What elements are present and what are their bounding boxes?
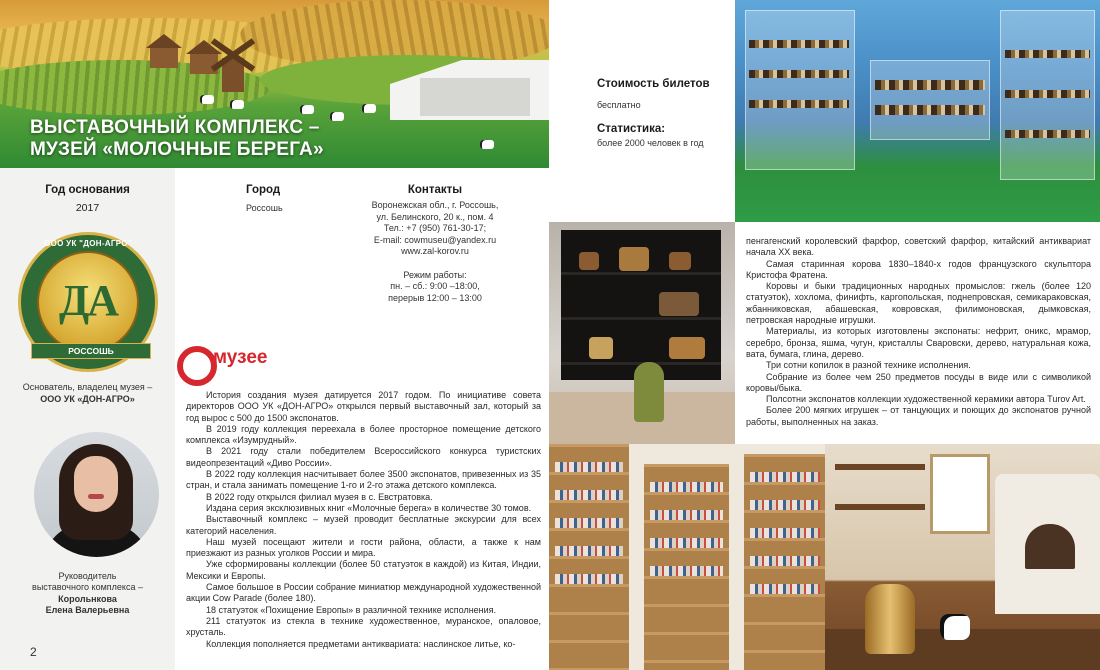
stats-value: более 2000 человек в год <box>597 138 704 148</box>
founded-value: 2017 <box>75 202 100 214</box>
hero-title-line1: ВЫСТАВОЧНЫЙ КОМПЛЕКС – <box>30 117 320 138</box>
director-caption-line1: Руководитель <box>58 571 117 581</box>
hours-line-1: пн. – сб.: 9:00 –18:00, <box>390 281 480 291</box>
wooden-shelves-photo <box>549 444 825 670</box>
director-caption-line2: выставочного комплекса – <box>32 582 143 593</box>
company-logo <box>18 232 158 372</box>
city-value: Россошь <box>246 203 283 213</box>
page-number: 2 <box>30 645 37 659</box>
history-paragraph: 18 статуэток «Похищение Европы» в различной технике исполнения. <box>206 604 497 615</box>
founder-caption-line1: Основатель, владелец музея – <box>22 382 153 392</box>
logo-letters: ДА <box>58 276 118 325</box>
director-portrait <box>34 432 159 557</box>
collection-paragraph: Три сотни копилок в разной технике исполнения. <box>766 360 971 371</box>
director-name-line1: Корольнкова <box>58 593 117 604</box>
history-paragraph: В 2021 году стали победителем Всероссийского конкурса туристских видеопрезентаций «Диво России». <box>186 446 541 468</box>
collection-paragraph: Более 200 мягких игрушек – от танцующих и поющих до экспонатов ручной работы, выполненных на заказ. <box>746 405 1091 427</box>
village-kitchen-photo <box>825 444 1100 670</box>
contacts-website[interactable]: www.zal-korov.ru <box>401 246 469 256</box>
collection-paragraph: Материалы, из которых изготовлены экспонаты: нефрит, оникс, мрамор, серебро, бронза, яшма, чугун, кристаллы Сваровски, дерево, натуральная кожа, вата, бумага, глина, дерево. <box>746 326 1091 359</box>
museum-history-text <box>186 390 541 650</box>
logo-ribbon: РОССОШЬ <box>31 343 151 359</box>
hero-title <box>30 117 324 161</box>
history-paragraph: 211 статуэток из стекла в технике художественное, муранское, опаловое, хрусталь. <box>186 615 541 638</box>
exhibition-hall-photo <box>735 0 1100 222</box>
history-paragraph: Выставочный комплекс – музей проводит бесплатные экскурсии для всех категорий населения. <box>186 514 541 536</box>
collection-paragraph: Самая старинная корова 1830–1840-х годов французского скульптора Кристофа Фратена. <box>746 258 1091 280</box>
hours-line-2: перерыв 12:00 – 13:00 <box>388 292 482 303</box>
founder-name: ООО УК «ДОН-АГРО» <box>40 393 135 404</box>
contacts-address-2: ул. Белинского, 20 к., пом. 4 <box>376 211 494 222</box>
hero-title-line2: МУЗЕЙ «МОЛОЧНЫЕ БЕРЕГА» <box>30 139 324 160</box>
history-paragraph: Наш музей посещают жители и гости района, области, а также к нам приезжают из разных уголков России и мира. <box>186 536 541 559</box>
director-name-line2: Елена Валерьевна <box>45 604 130 615</box>
contacts-block <box>355 200 515 304</box>
contacts-phone: Тел.: +7 (950) 761-30-17; <box>383 223 487 233</box>
history-paragraph: История создания музея датируется 2017 годом. По инициативе совета директоров ООО УК «ДОН-АГРО» открылся первый выставочный зал, который за год вырос с 500 до 1500 экспонатов. <box>186 390 541 423</box>
city-label: Город <box>246 184 281 196</box>
history-paragraph: Самое большое в России собрание миниатюр международной художественной акции Cow Parade (более 180). <box>186 582 541 604</box>
contacts-email[interactable]: E-mail: cowmuseu@yandex.ru <box>373 234 497 245</box>
history-paragraph: Издана серия эксклюзивных книг «Молочные берега» в количестве 30 томов. <box>206 502 532 513</box>
logo-top-text: ООО УК "ДОН-АГРО" <box>44 239 132 248</box>
founder-caption <box>0 382 175 405</box>
stats-label: Статистика: <box>597 123 666 135</box>
history-paragraph: Коллекция пополняется предметами антиквариата: наслинское литье, ко- <box>206 638 516 649</box>
collection-paragraph: Коровы и быки традиционных народных промыслов: гжель (более 120 статуэток), хохлома, финифть, каргопольская, поднепровская, семикараковская, жбанниковская, абашевская, ковровская, филимоновская, дымковская, петровская народные игрушки. <box>746 281 1091 326</box>
hours-label: Режим работы: <box>403 269 467 280</box>
collection-paragraph: Полсотни экспонатов коллекции художественной керамики автора Turov Art. <box>766 394 1086 405</box>
history-paragraph: В 2022 году открылся филиал музея в с. Евстратовка. <box>206 491 433 502</box>
history-paragraph: В 2019 году коллекция переехала в более просторное помещение детского комплекса «Изумрудный». <box>186 423 541 446</box>
founded-label: Год основания <box>45 184 130 196</box>
contacts-address-1: Воронежская обл., г. Россошь, <box>371 200 499 210</box>
tickets-value: бесплатно <box>597 100 641 110</box>
collection-text <box>746 236 1091 428</box>
collection-paragraph: Собрание из более чем 250 предметов посуды в виде или с символикой коровы/быка. <box>746 371 1091 393</box>
dark-display-photo <box>549 222 735 444</box>
museum-heading: музее <box>213 347 268 368</box>
tickets-label: Стоимость билетов <box>597 78 710 90</box>
history-paragraph: Уже сформированы коллекции (более 50 статуэток в каждой) из Китая, Индии, Мексики и Европы. <box>186 559 541 581</box>
museum-heading-circle <box>177 346 217 386</box>
collection-first-line: пенгагенский королевский фарфор, советский фарфор, китайский антиквариат начала XX века. <box>746 236 1091 258</box>
history-paragraph: В 2022 году коллекция насчитывает более 3500 экспонатов, привезенных из 35 стран, и стала занимать помещение 1-го и 2-го этажа детского комплекса. <box>186 469 541 491</box>
director-caption <box>0 571 175 616</box>
contacts-label: Контакты <box>407 184 463 196</box>
hero-photo <box>0 0 549 168</box>
